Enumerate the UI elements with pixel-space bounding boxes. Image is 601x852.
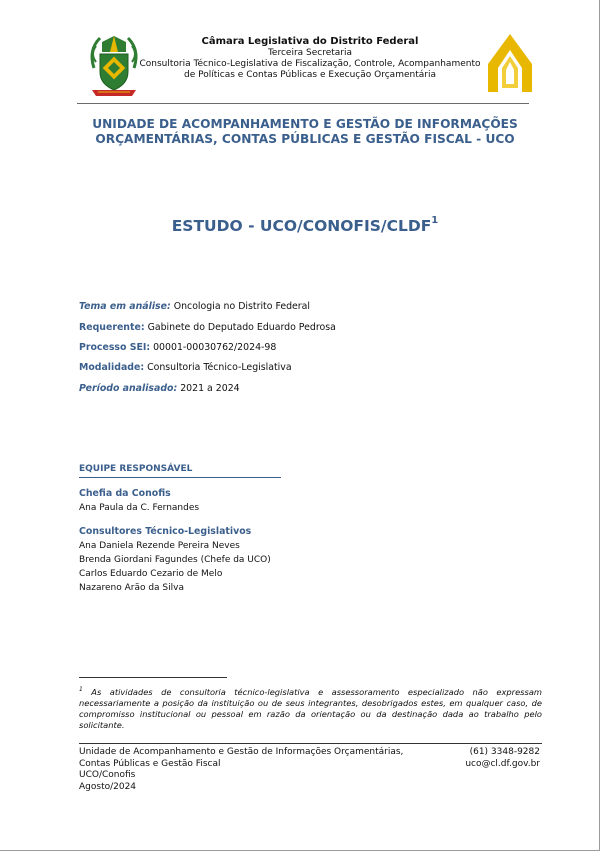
footnote-mark: 1 [79,686,83,693]
meta-period-value: 2021 a 2024 [180,383,240,394]
header-block [130,36,490,81]
meta-modality [79,362,292,373]
header-line-consultancy: Consultoria Técnico-Legislativa de Fiscalização, Controle, Acompanhamento [139,59,481,69]
header-line-secretariat: Terceira Secretaria [267,48,353,58]
consultant-name: Nazareno Arão da Silva [79,583,184,593]
meta-process [79,342,276,353]
meta-modality-value: Consultoria Técnico-Legislativa [147,362,292,373]
unit-title [60,117,550,147]
footnote-divider [79,677,227,678]
meta-process-label: Processo SEI: [79,342,151,353]
meta-period-label: Período analisado: [79,383,178,394]
meta-topic [79,301,310,312]
document-title [60,217,550,235]
footer-phone: (61) 3348-9282 [469,747,540,757]
meta-modality-label: Modalidade: [79,362,145,373]
footer-date: Agosto/2024 [79,781,137,792]
footnote-text: As atividades de consultoria técnico-legislativa e assessoramento especializado não expressam necessariamente a posição da instituição ou de seus integrantes, desobrigados estes, em qualquer caso, de compromisso institucional ou pessoal em razão da orientação ou da destinação dada ao trabalho pelo solicitante. [79,686,542,731]
document-title-text: ESTUDO - UCO/CONOFIS/CLDF [171,217,432,235]
footer-email[interactable]: uco@cl.df.gov.br [465,758,540,769]
meta-requester-label: Requerente: [79,322,145,333]
meta-period [79,383,240,394]
consultant-name: Brenda Giordani Fagundes (Chefe da UCO) [79,555,271,565]
footer-line: UCO/Conofis [79,770,136,780]
header-line-consultancy-cont: de Políticas e Contas Públicas e Execução Orçamentária [184,70,436,80]
chief-name: Ana Paula da C. Fernandes [79,503,200,513]
org-name: Câmara Legislativa do Distrito Federal [201,36,419,47]
unit-title-line-2: ORÇAMENTÁRIAS, CONTAS PÚBLICAS E GESTÃO FISCAL - UCO [95,132,515,146]
team-heading: EQUIPE RESPONSÁVEL [79,464,193,474]
footer-divider [79,743,542,744]
consultant-name: Carlos Eduardo Cezario de Melo [79,569,223,579]
header-divider [77,103,529,104]
footer-address [79,747,403,793]
footer-contact [440,747,540,770]
chief-heading: Chefia da Conofis [79,488,171,499]
meta-requester [79,322,336,333]
meta-topic-value: Oncologia no Distrito Federal [173,301,311,312]
footnote [79,684,542,732]
team-divider [79,477,281,478]
meta-process-value: 00001-00030762/2024-98 [153,342,277,353]
footnote-reference: 1 [431,215,439,226]
footer-line: Contas Públicas e Gestão Fiscal [79,758,221,769]
footer-line: Unidade de Acompanhamento e Gestão de Informações Orçamentárias, [79,747,404,757]
meta-topic-label: Tema em análise: [79,301,171,312]
meta-requester-value: Gabinete do Deputado Eduardo Pedrosa [147,322,336,333]
unit-title-line-1: UNIDADE DE ACOMPANHAMENTO E GESTÃO DE INFORMAÇÕES [92,117,518,131]
consultants-heading: Consultores Técnico-Legislativos [79,526,252,537]
consultant-name: Ana Daniela Rezende Pereira Neves [79,541,240,551]
cldf-logo [486,32,534,94]
